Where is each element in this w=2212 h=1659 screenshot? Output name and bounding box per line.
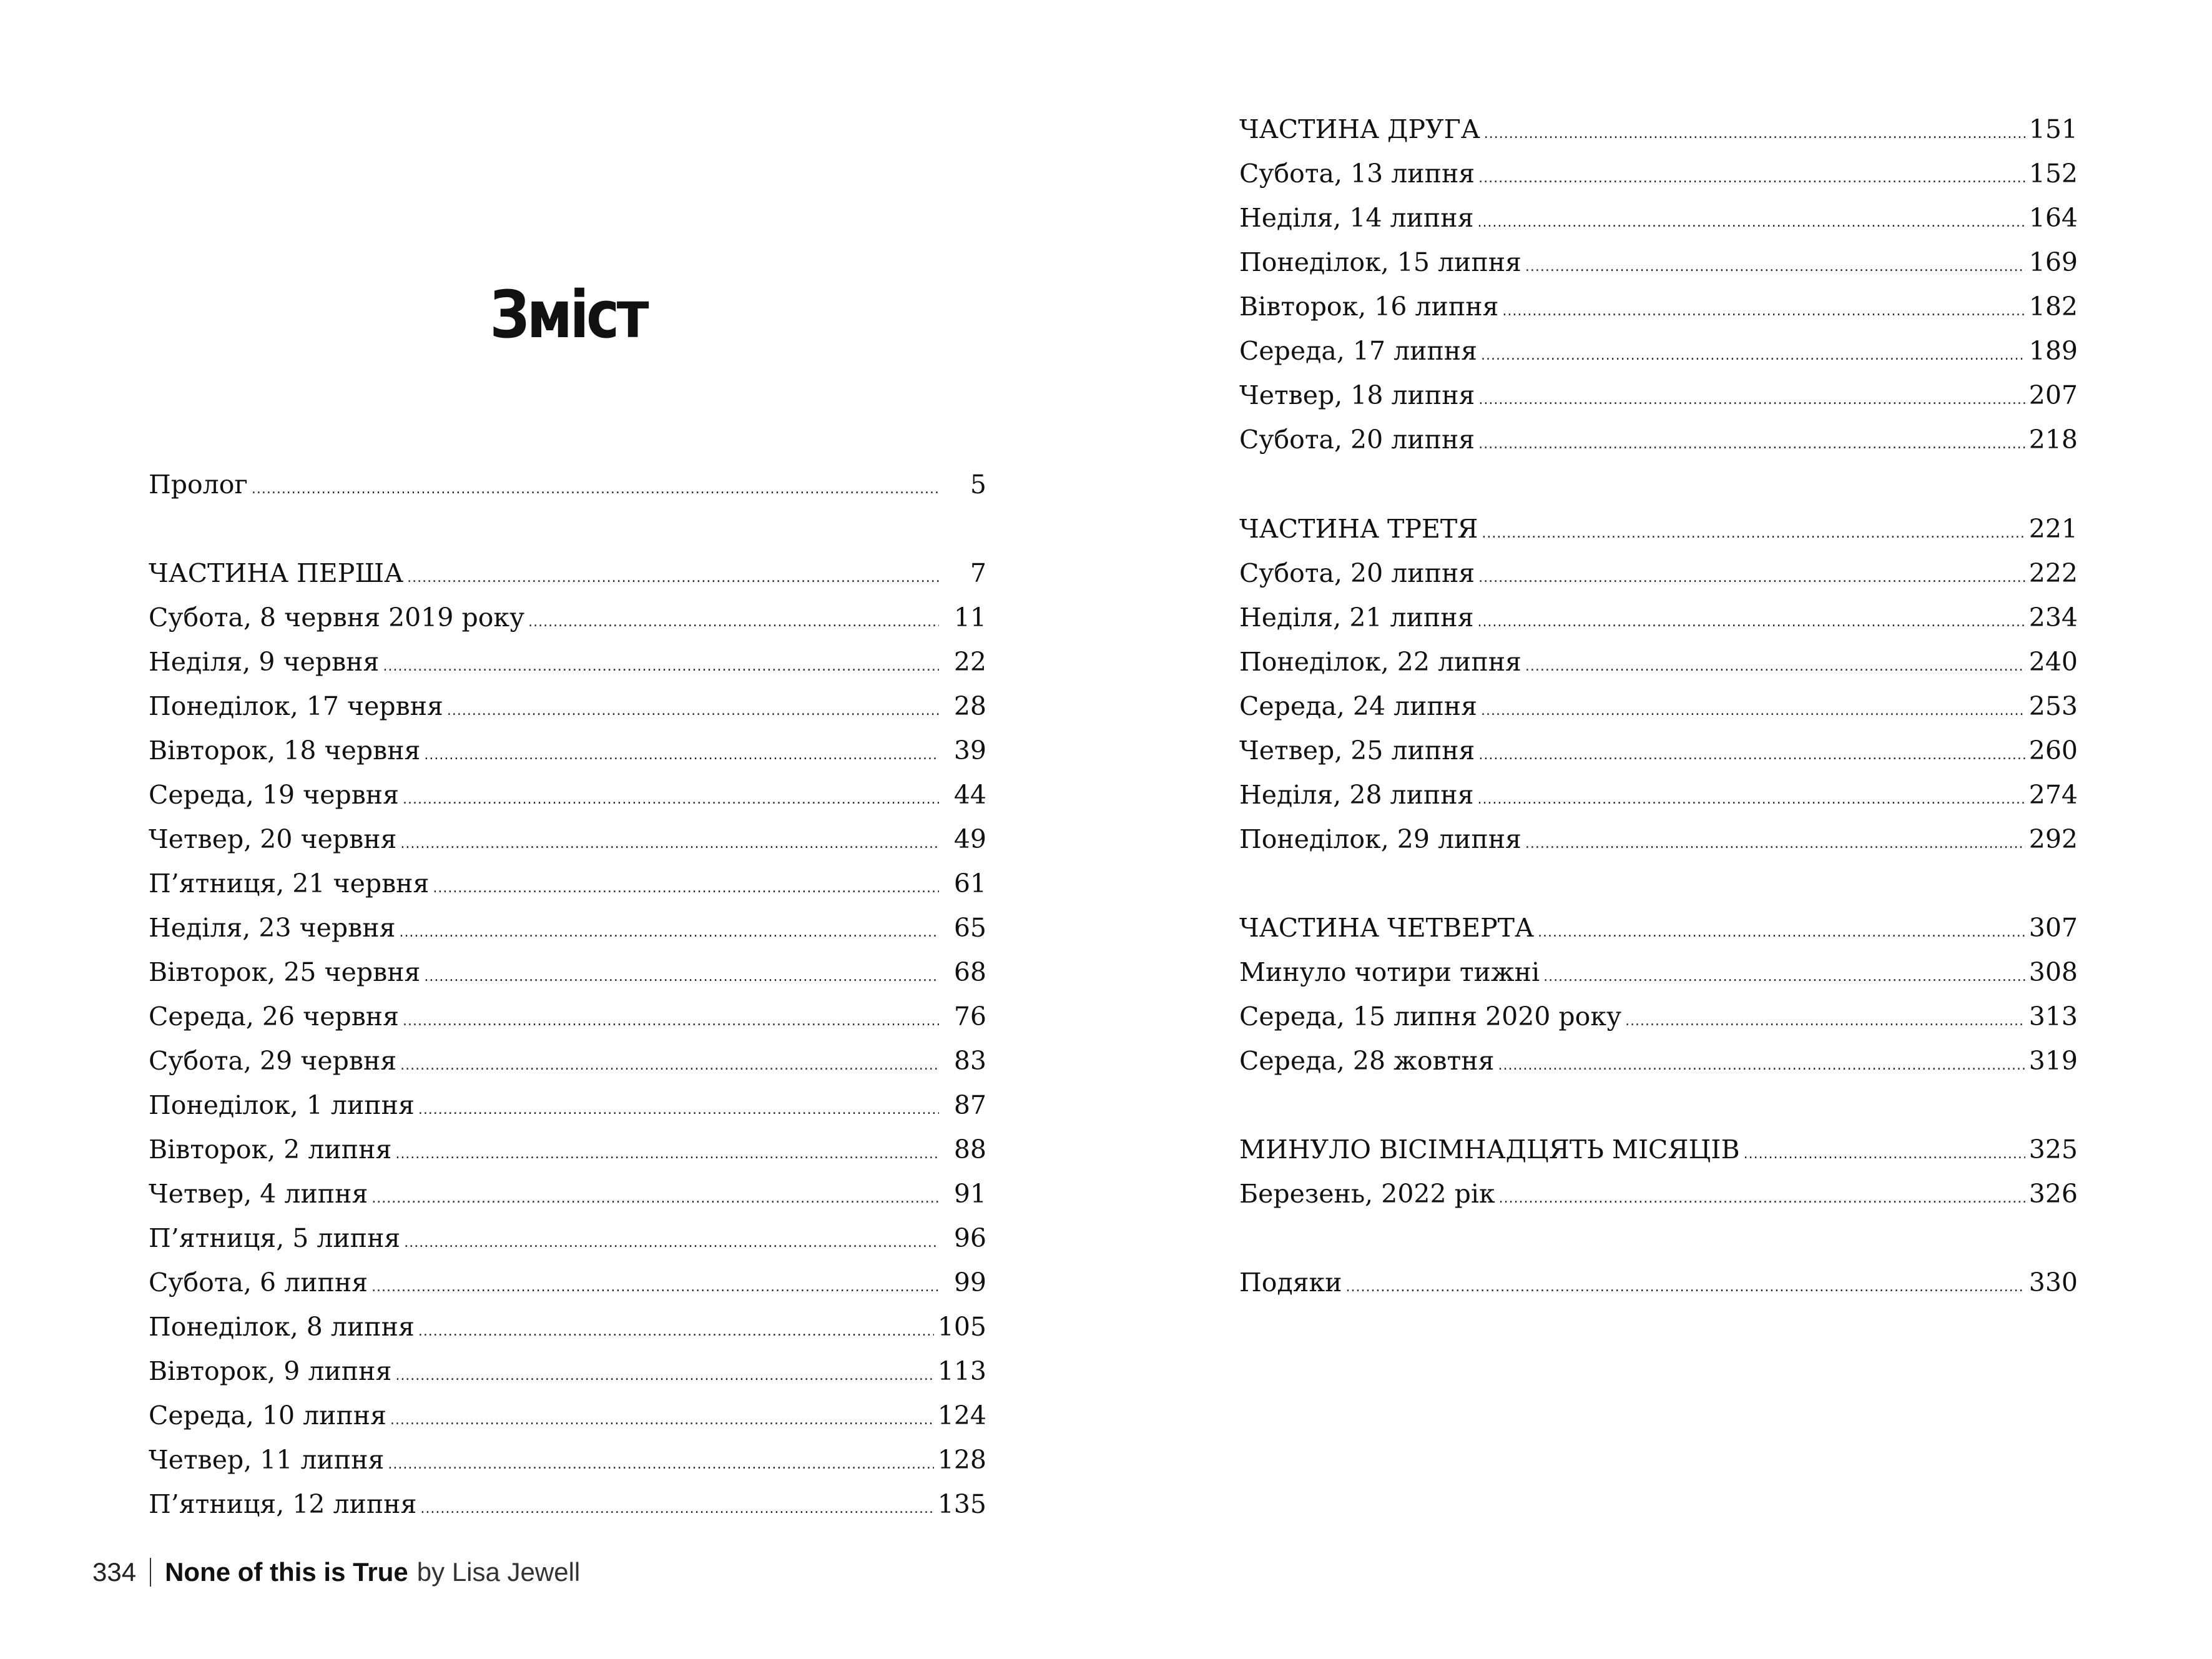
dot-leader [1538, 911, 2025, 955]
dot-leader [1482, 512, 2025, 556]
dot-leader [418, 1310, 934, 1354]
toc-entry-title: Понеділок, 8 липня [149, 1312, 415, 1342]
footer-divider [150, 1558, 151, 1587]
toc-entry-title: Четвер, 11 липня [149, 1445, 385, 1475]
toc-entry [1239, 329, 2078, 373]
dot-leader [1477, 778, 2025, 822]
toc-entry-page: 7 [970, 558, 986, 588]
toc-entry-title: Субота, 8 червня 2019 року [149, 603, 525, 633]
toc-entry-page: 28 [953, 691, 986, 721]
toc-entry [149, 862, 986, 905]
toc-entry-title: Неділя, 28 липня [1239, 780, 1474, 810]
toc-entry [149, 463, 986, 506]
dot-leader [403, 1000, 939, 1043]
toc-entry [149, 1083, 986, 1127]
toc-entry [149, 1172, 986, 1216]
toc-entry-page: 260 [2028, 736, 2078, 766]
dot-leader [1478, 556, 2025, 600]
dot-leader [395, 1133, 939, 1176]
dot-leader [390, 1399, 934, 1442]
dot-leader [1744, 1133, 2025, 1176]
toc-entry-title: Неділя, 23 червня [149, 913, 396, 943]
toc-entry-title: Понеділок, 17 червня [149, 691, 443, 721]
toc-entry-title: ЧАСТИНА ДРУГА [1239, 114, 1480, 144]
toc-entry [1239, 373, 2078, 417]
dot-leader [1477, 201, 2025, 245]
dot-leader [420, 1487, 933, 1531]
toc-entry-title: Понеділок, 29 липня [1239, 824, 1521, 854]
dot-leader [1625, 1000, 2025, 1043]
toc-entry-page: 240 [2028, 647, 2078, 677]
toc-entry-page: 124 [937, 1401, 986, 1430]
toc-entry [1239, 418, 2078, 461]
footer-page-number: 334 [92, 1557, 137, 1587]
toc-entry-title: Субота, 20 липня [1239, 425, 1475, 455]
toc-entry-page: 330 [2028, 1268, 2078, 1297]
dot-leader [399, 911, 939, 955]
toc-entry [149, 1305, 986, 1349]
dot-leader [1477, 601, 2025, 644]
toc-entry-page: 91 [953, 1179, 986, 1209]
dot-leader [424, 734, 939, 777]
toc-entry-page: 61 [953, 869, 986, 898]
toc-entry-title: ЧАСТИНА ТРЕТЯ [1239, 514, 1478, 544]
toc-entry-page: 68 [953, 957, 986, 987]
running-footer [92, 1553, 580, 1591]
toc-entry-title: П’ятниця, 12 липня [149, 1489, 417, 1519]
toc-entry [1239, 640, 2078, 684]
toc-entry-title: Минуло чотири тижні [1239, 957, 1540, 987]
toc-entry [1239, 729, 2078, 772]
page-title: Зміст [489, 277, 647, 353]
toc-entry-page: 11 [953, 603, 986, 633]
toc-entry-title: Вівторок, 25 червня [149, 957, 421, 987]
toc-entry-page: 99 [953, 1268, 986, 1297]
toc-entry [1239, 196, 2078, 240]
toc-entry-title: Субота, 13 липня [1239, 159, 1475, 189]
toc-entry-title: Середа, 15 липня 2020 року [1239, 1002, 1622, 1031]
toc-entry [149, 995, 986, 1038]
toc-entry [1239, 152, 2078, 195]
toc-entry-title: П’ятниця, 5 липня [149, 1223, 401, 1253]
dot-leader [395, 1354, 933, 1398]
dot-leader [1525, 245, 2025, 289]
toc-entry [149, 596, 986, 639]
toc-entry-title: Четвер, 18 липня [1239, 380, 1475, 410]
toc-entry-page: 5 [970, 470, 986, 500]
dot-leader [1481, 689, 2025, 733]
dot-leader [1484, 112, 2025, 156]
toc-entry-title: Середа, 28 жовтня [1239, 1046, 1495, 1076]
dot-leader [1498, 1044, 2025, 1088]
toc-entry-page: 83 [953, 1046, 986, 1076]
toc-entry [149, 684, 986, 728]
dot-leader [388, 1443, 933, 1487]
dot-leader [404, 1221, 939, 1265]
toc-entry-title: Середа, 17 липня [1239, 336, 1477, 366]
dot-leader [1525, 822, 2025, 866]
dot-leader [371, 1266, 939, 1309]
toc-entry [149, 640, 986, 684]
toc-entry-page: 128 [937, 1445, 986, 1475]
dot-leader [252, 468, 939, 511]
toc-entry-page: 218 [2028, 425, 2078, 455]
toc-entry [1239, 684, 2078, 728]
toc-entry [1239, 817, 2078, 861]
footer-author: by Lisa Jewell [416, 1557, 581, 1587]
toc-entry-page: 274 [2028, 780, 2078, 810]
toc-entry-page: 44 [953, 780, 986, 810]
toc-entry [149, 817, 986, 861]
toc-entry-page: 105 [937, 1312, 986, 1342]
toc-entry-page: 76 [953, 1002, 986, 1031]
toc-entry-title: Вівторок, 18 червня [149, 736, 421, 766]
toc-entry-title: Середа, 26 червня [149, 1002, 399, 1031]
toc-entry [1239, 773, 2078, 817]
toc-entry-page: 307 [2028, 913, 2078, 943]
toc-entry-page: 319 [2028, 1046, 2078, 1076]
toc-entry-title: Субота, 6 липня [149, 1268, 368, 1297]
dot-leader [1478, 157, 2025, 200]
toc-entry-title: Четвер, 20 червня [149, 824, 397, 854]
toc-entry-page: 151 [2028, 114, 2078, 144]
toc-entry [1239, 906, 2078, 950]
footer-book-title: None of this is True [165, 1557, 408, 1587]
toc-entry-title: ЧАСТИНА ПЕРША [149, 558, 404, 588]
dot-leader [424, 955, 939, 999]
toc-entry [1239, 1039, 2078, 1083]
toc-entry [149, 1394, 986, 1437]
dot-leader [1478, 378, 2025, 422]
toc-entry [1239, 1128, 2078, 1171]
toc-entry-title: Вівторок, 9 липня [149, 1356, 392, 1386]
dot-leader [1502, 290, 2025, 333]
toc-entry-page: 49 [953, 824, 986, 854]
toc-entry-title: ЧАСТИНА ЧЕТВЕРТА [1239, 913, 1535, 943]
toc-entry-page: 152 [2028, 159, 2078, 189]
toc-entry-page: 88 [953, 1135, 986, 1164]
toc-entry [149, 1039, 986, 1083]
dot-leader [418, 1088, 939, 1132]
toc-entry [149, 1216, 986, 1260]
toc-entry-page: 189 [2028, 336, 2078, 366]
dot-leader [528, 601, 939, 644]
dot-leader [1481, 334, 2025, 378]
toc-entry-title: Середа, 19 червня [149, 780, 399, 810]
toc-entry [149, 1438, 986, 1482]
toc-entry-page: 221 [2028, 514, 2078, 544]
toc-entry [149, 1349, 986, 1393]
dot-leader [1346, 1266, 2025, 1309]
dot-leader [1543, 955, 2025, 999]
toc-entry-page: 182 [2028, 292, 2078, 322]
dot-leader [400, 822, 939, 866]
toc-entry [149, 551, 986, 595]
toc-entry [1239, 1172, 2078, 1216]
dot-leader [383, 645, 939, 689]
dot-leader [407, 556, 939, 600]
toc-entry-page: 325 [2028, 1135, 2078, 1164]
toc-entry-title: Понеділок, 1 липня [149, 1090, 415, 1120]
toc-entry-page: 169 [2028, 247, 2078, 277]
toc-entry-page: 292 [2028, 824, 2078, 854]
toc-entry [1239, 551, 2078, 595]
toc-entry [149, 1482, 986, 1526]
toc-entry-title: Пролог [149, 470, 248, 500]
toc-entry-title: Субота, 29 червня [149, 1046, 397, 1076]
toc-entry [149, 1128, 986, 1171]
toc-entry [1239, 1261, 2078, 1304]
dot-leader [371, 1177, 939, 1221]
toc-entry-title: Середа, 24 липня [1239, 691, 1477, 721]
toc-entry-page: 253 [2028, 691, 2078, 721]
dot-leader [433, 867, 939, 910]
toc-entry [149, 950, 986, 994]
toc-entry-page: 326 [2028, 1179, 2078, 1209]
toc-entry-title: Четвер, 25 липня [1239, 736, 1475, 766]
toc-entry-title: Неділя, 21 липня [1239, 603, 1474, 633]
toc-entry [149, 1261, 986, 1304]
toc-entry-title: Субота, 20 липня [1239, 558, 1475, 588]
toc-entry [1239, 507, 2078, 551]
toc-entry-page: 308 [2028, 957, 2078, 987]
toc-entry [149, 729, 986, 772]
toc-entry-page: 39 [953, 736, 986, 766]
toc-entry-page: 96 [953, 1223, 986, 1253]
toc-entry [1239, 995, 2078, 1038]
toc-entry-page: 22 [953, 647, 986, 677]
toc-entry-title: МИНУЛО ВІСІМНАДЦЯТЬ МІСЯЦІВ [1239, 1135, 1740, 1164]
dot-leader [403, 778, 939, 822]
dot-leader [1499, 1177, 2025, 1221]
dot-leader [1478, 423, 2025, 466]
toc-entry-page: 222 [2028, 558, 2078, 588]
toc-entry-page: 207 [2028, 380, 2078, 410]
toc-entry-page: 164 [2028, 203, 2078, 233]
toc-entry-title: П’ятниця, 21 червня [149, 869, 430, 898]
toc-entry-page: 65 [953, 913, 986, 943]
toc-entry-page: 135 [937, 1489, 986, 1519]
toc-entry-title: Подяки [1239, 1268, 1342, 1297]
toc-entry-title: Середа, 10 липня [149, 1401, 386, 1430]
dot-leader [1478, 734, 2025, 777]
toc-entry-title: Неділя, 9 червня [149, 647, 380, 677]
toc-entry [149, 773, 986, 817]
dot-leader [447, 689, 939, 733]
toc-entry-page: 234 [2028, 603, 2078, 633]
toc-entry-title: Понеділок, 15 липня [1239, 247, 1521, 277]
toc-entry-title: Понеділок, 22 липня [1239, 647, 1521, 677]
toc-entry-title: Четвер, 4 липня [149, 1179, 368, 1209]
dot-leader [400, 1044, 939, 1088]
toc-entry [1239, 950, 2078, 994]
toc-entry [149, 906, 986, 950]
toc-entry-title: Вівторок, 16 липня [1239, 292, 1499, 322]
toc-entry [1239, 240, 2078, 284]
toc-entry-title: Вівторок, 2 липня [149, 1135, 392, 1164]
toc-entry [1239, 285, 2078, 328]
toc-entry-page: 113 [937, 1356, 986, 1386]
dot-leader [1525, 645, 2025, 689]
toc-entry-page: 313 [2028, 1002, 2078, 1031]
toc-entry [1239, 107, 2078, 151]
toc-entry-title: Березень, 2022 рік [1239, 1179, 1495, 1209]
toc-entry [1239, 596, 2078, 639]
toc-entry-page: 87 [953, 1090, 986, 1120]
toc-entry-title: Неділя, 14 липня [1239, 203, 1474, 233]
